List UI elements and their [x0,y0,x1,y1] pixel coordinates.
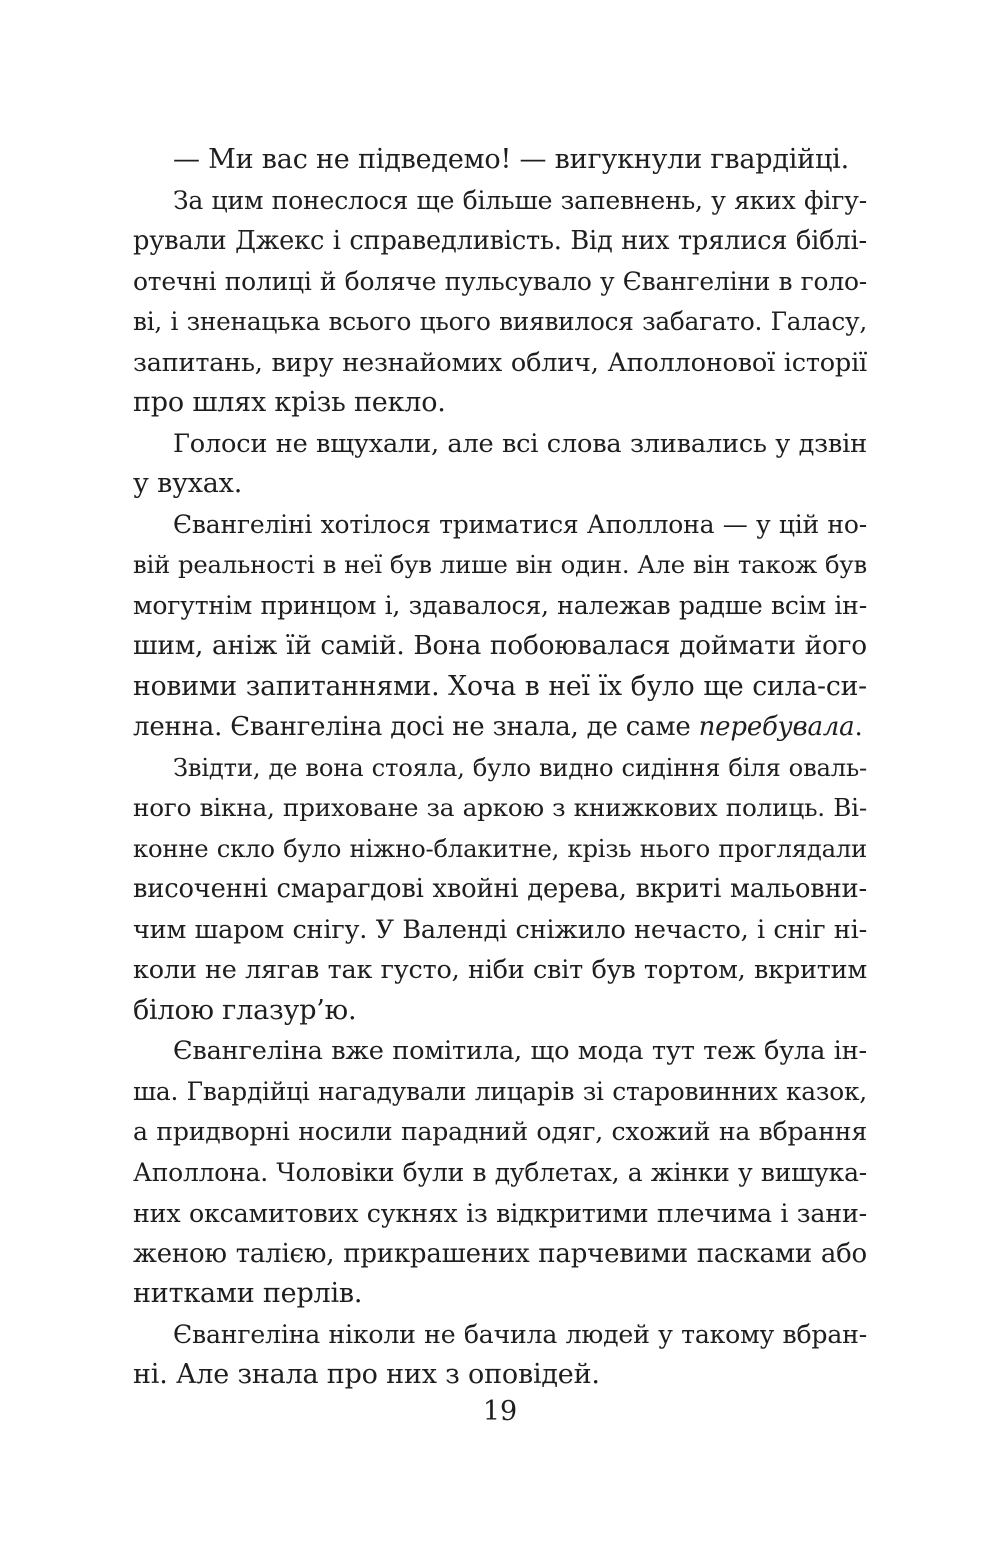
text-line: шим, аніж їй самій. Вона побоювалася доймати його [133,631,867,661]
text-line: ша. Гвардійці нагадували лицарів зі старовинних казок, [133,1076,867,1106]
text-line: женою талією, прикрашених парчевими пасками або [133,1238,867,1269]
text-line: Звідти, де вона стояла, було видно сидіння біля оваль- [173,752,867,782]
text-line: білою глазур’ю. [133,994,357,1026]
text-line: — Ми вас не підведемо! — вигукнули гвардійці. [173,144,849,175]
text-line: конне скло було ніжно-блакитне, крізь нього проглядали [133,833,867,863]
text-line: Євангеліна вже помітила, що мода тут теж була ін- [173,1036,867,1066]
text-line: чим шаром снігу. У Валенді сніжило нечасто, і сніг ні- [133,914,867,945]
text-line: За цим понеслося ще більше запевнень, у яких фігу- [173,185,867,215]
page-body-text [133,140,867,1396]
text-line: а придворні носили парадний одяг, схожий на вбрання [133,1117,867,1146]
text-line: нитками перлів. [133,1278,363,1309]
text-line: запитань, виру незнайомих облич, Аполлонової історії [133,347,867,378]
page-number: 19 [482,1396,518,1427]
text-line: вій реальності в неї був лише він один. Але він також був [133,550,867,579]
text-line: ві, і зненацька всього цього виявилося забагато. Галасу, [133,307,867,336]
text-run: . [854,712,863,742]
text-line: Голоси не вщухали, але всі слова зливались у дзвін [173,428,867,459]
text-line: Євангеліні хотілося триматися Аполлона — у цій но- [173,509,867,539]
text-line [133,707,867,748]
text-line: ні. Але знала про них з оповідей. [133,1359,600,1390]
text-line: у вухах. [133,468,243,499]
text-line: новими запитаннями. Хоча в неї їх було ще сила-си- [133,670,867,702]
text-line: ного вікна, приховане за аркою з книжкових полиць. Ві- [133,793,867,822]
text-line: них оксамитових сукнях із відкритими плечима і зани- [133,1198,867,1228]
text-line: коли не лягав так густо, ніби світ був тортом, вкритим [133,955,867,985]
text-line: отечні полиці й боляче пульсувало у Євангеліни в голо- [133,266,867,296]
text-line: Аполлона. Чоловіки були в дублетах, а жінки у вишука- [133,1157,867,1187]
italic-word: перебувала [698,712,855,742]
text-run: ленна. Євангеліна досі не знала, де саме [133,712,699,742]
text-line: могутнім принцом і, здавалося, належав радше всім ін- [133,590,867,620]
text-line: височенні смарагдові хвойні дерева, вкриті мальовни- [133,874,867,904]
text-line: про шлях крізь пекло. [133,387,446,418]
text-line: рували Джекс і справедливість. Від них трялися біблі- [133,226,867,256]
text-line: Євангеліна ніколи не бачила людей у такому вбран- [173,1319,867,1349]
